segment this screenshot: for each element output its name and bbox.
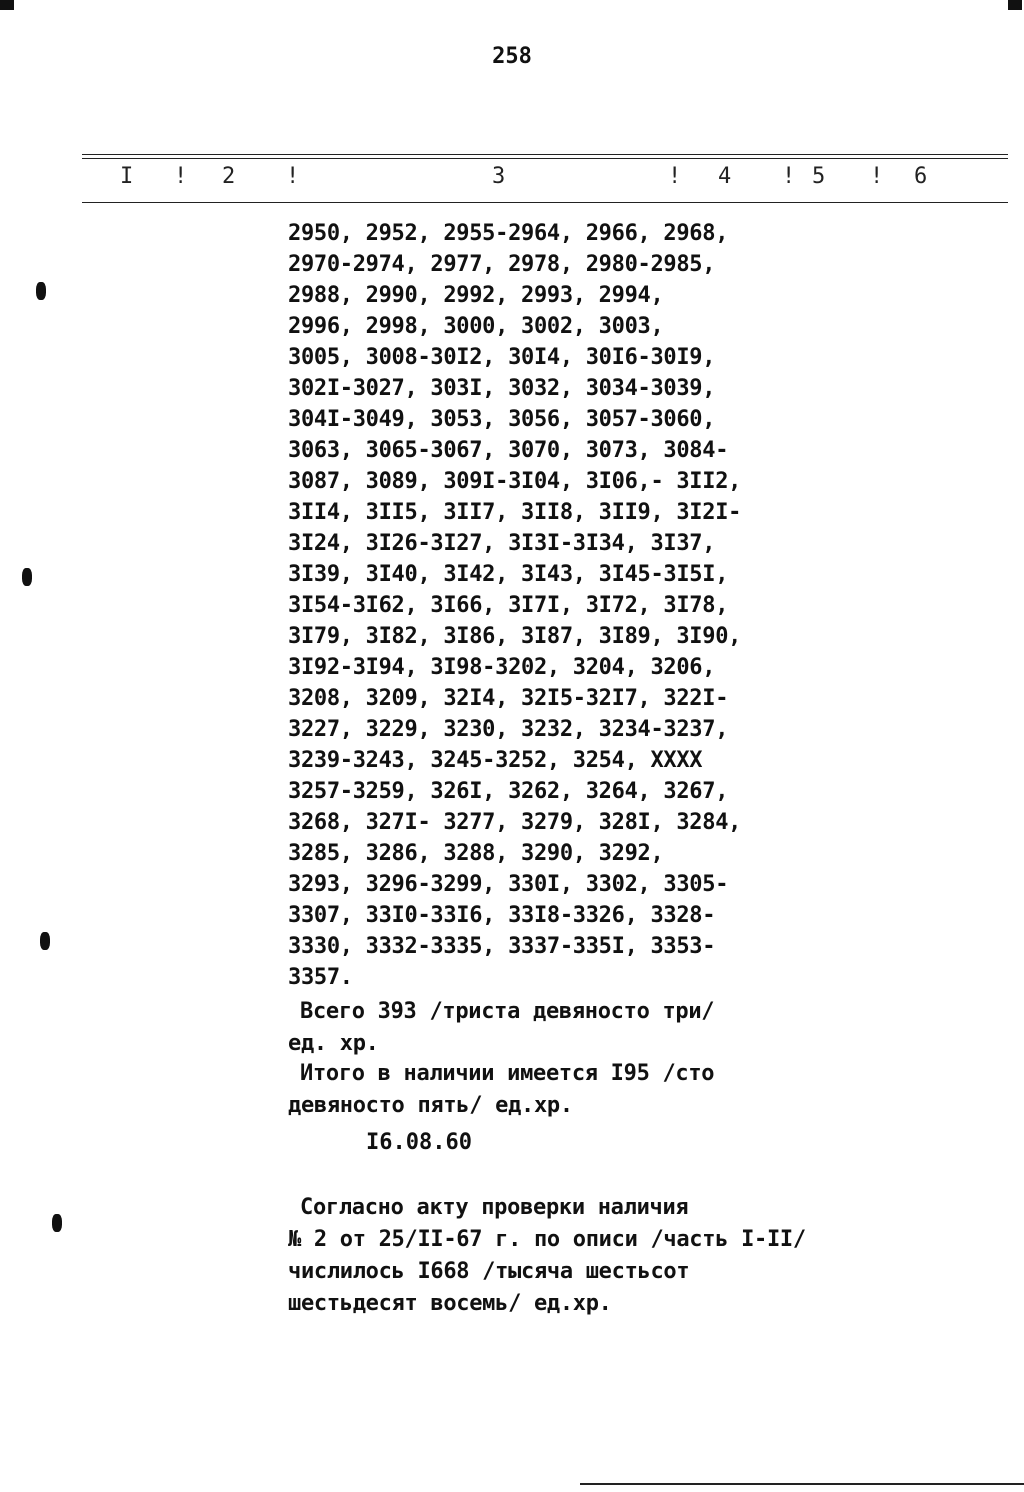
- act-line-2: № 2 от 25/II-67 г. по описи /часть I-II/: [288, 1227, 806, 1252]
- list-item: 2970-2974, 2977, 2978, 2980-2985,: [288, 252, 716, 277]
- list-item: 3005, 3008-30I2, 30I4, 30I6-30I9,: [288, 345, 716, 370]
- bottom-edge-rule: [580, 1483, 1024, 1485]
- list-item: 3307, 33I0-33I6, 33I8-3326, 3328-: [288, 903, 716, 928]
- list-item: 3330, 3332-3335, 3337-335I, 3353-: [288, 934, 716, 959]
- col-6-label: 6: [914, 164, 928, 189]
- list-item: 3227, 3229, 3230, 3232, 3234-3237,: [288, 717, 729, 742]
- list-item: 3208, 3209, 32I4, 32I5-32I7, 322I-: [288, 686, 729, 711]
- list-item: 3I24, 3I26-3I27, 3I3I-3I34, 3I37,: [288, 531, 716, 556]
- header-rule-bottom: [82, 202, 1008, 203]
- list-item: 3257-3259, 326I, 3262, 3264, 3267,: [288, 779, 729, 804]
- list-item: 3293, 3296-3299, 330I, 3302, 3305-: [288, 872, 729, 897]
- list-item: 3285, 3286, 3288, 3290, 3292,: [288, 841, 664, 866]
- list-item: 3087, 3089, 309I-3I04, 3I06,- 3II2,: [288, 469, 742, 494]
- list-item: 3I79, 3I82, 3I86, 3I87, 3I89, 3I90,: [288, 624, 742, 649]
- page-number: 258: [492, 44, 532, 69]
- punch-hole-mark: [22, 568, 32, 586]
- act-line-3: числилось I668 /тысяча шестьсот: [288, 1259, 690, 1284]
- col-2-label: 2: [222, 164, 236, 189]
- list-item: 2996, 2998, 3000, 3002, 3003,: [288, 314, 664, 339]
- list-item: 3I54-3I62, 3I66, 3I7I, 3I72, 3I78,: [288, 593, 729, 618]
- act-line-4: шестьдесят восемь/ ед.хр.: [288, 1291, 612, 1316]
- list-item: 304I-3049, 3053, 3056, 3057-3060,: [288, 407, 716, 432]
- col-1-label: I: [120, 164, 134, 189]
- list-item: 3268, 327I- 3277, 3279, 328I, 3284,: [288, 810, 742, 835]
- itogo-line-2: девяносто пять/ ед.хр.: [288, 1093, 573, 1118]
- list-item: 3II4, 3II5, 3II7, 3II8, 3II9, 3I2I-: [288, 500, 742, 525]
- act-line-1: Согласно акту проверки наличия: [300, 1195, 689, 1220]
- col-3-label: 3: [492, 164, 506, 189]
- list-item: 2988, 2990, 2992, 2993, 2994,: [288, 283, 664, 308]
- list-item: 3357.: [288, 965, 353, 990]
- col-separator: !: [668, 164, 682, 189]
- header-rule-top-2: [82, 158, 1008, 159]
- date: I6.08.60: [366, 1130, 472, 1155]
- corner-mark: [0, 0, 14, 10]
- col-separator: !: [782, 164, 796, 189]
- list-item: 3I39, 3I40, 3I42, 3I43, 3I45-3I5I,: [288, 562, 729, 587]
- total-line-2: ед. хр.: [288, 1031, 379, 1056]
- col-separator: !: [286, 164, 300, 189]
- total-line-1: Всего 393 /триста девяносто три/: [300, 999, 715, 1024]
- list-item: 3239-3243, 3245-3252, 3254, XXXX: [288, 748, 703, 773]
- punch-hole-mark: [36, 282, 46, 300]
- corner-mark: [1008, 0, 1022, 10]
- list-item: 302I-3027, 303I, 3032, 3034-3039,: [288, 376, 716, 401]
- list-item: 3I92-3I94, 3I98-3202, 3204, 3206,: [288, 655, 716, 680]
- list-item: 3063, 3065-3067, 3070, 3073, 3084-: [288, 438, 729, 463]
- punch-hole-mark: [40, 932, 50, 950]
- itogo-line-1: Итого в наличии имеется I95 /сто: [300, 1061, 715, 1086]
- header-rule-top: [82, 154, 1008, 155]
- punch-hole-mark: [52, 1214, 62, 1232]
- col-separator: !: [174, 164, 188, 189]
- col-separator: !: [870, 164, 884, 189]
- col-4-label: 4: [718, 164, 732, 189]
- col-5-label: 5: [812, 164, 826, 189]
- inventory-number-list: [288, 218, 741, 993]
- list-item: 2950, 2952, 2955-2964, 2966, 2968,: [288, 221, 729, 246]
